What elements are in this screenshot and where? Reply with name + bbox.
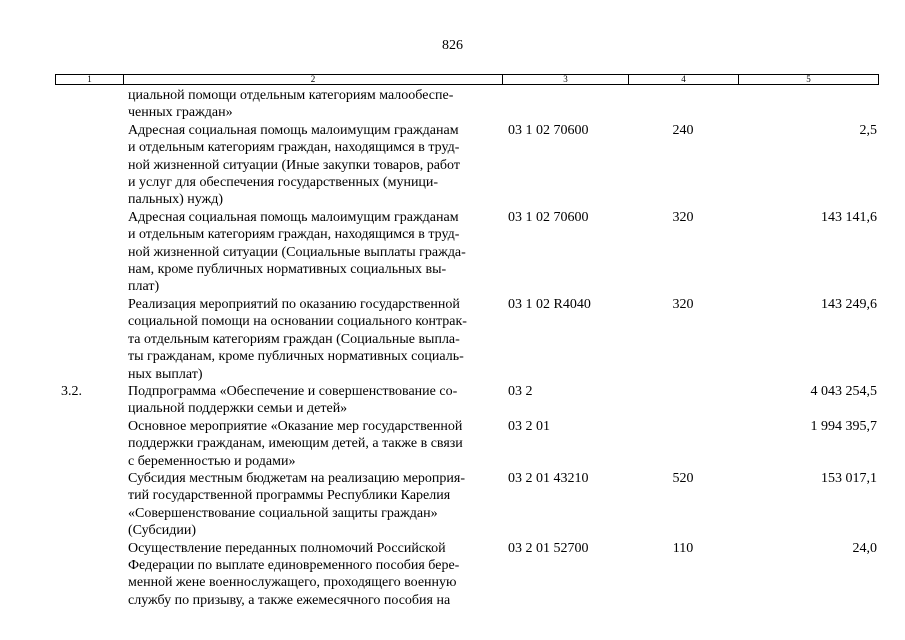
row-amount: 143 249,6 [821,296,877,312]
column-header-1: 1 [56,75,124,84]
row-description: Адресная социальная помощь малоимущим гражданам и отдельным категориям граждан, находящимся в труд- ной жизненной ситуации (Социальные выплаты гражда- нам, кроме публичных нормативных социальных вы- плат) [128,209,466,295]
row-description: Реализация мероприятий по оказанию государственной социальной помощи на основании социального контрак- та отдельным категориям граждан (Социальные выпла- ты гражданам, кроме публичных нормативных социаль- ных выплат) [128,296,467,382]
table-row [55,418,879,470]
row-target-code: 03 2 01 52700 [508,540,589,556]
row-target-code: 03 2 01 [508,418,550,434]
row-target-code: 03 1 02 70600 [508,122,589,138]
column-header-5: 5 [806,74,811,84]
table-row [55,209,879,296]
row-amount [738,87,879,122]
column-header-2: 2 [124,75,503,84]
row-target-code: 03 2 [508,383,533,399]
row-description: Адресная социальная помощь малоимущим гражданам и отдельным категориям граждан, находящимся в труд- ной жизненной ситуации (Иные закупки товаров, работ и услуг для обеспечения государственных (муници- пальных) нужд) [128,122,460,208]
row-number [55,418,123,470]
row-expense-type: 320 [672,209,694,225]
row-expense-type: 110 [672,540,694,556]
row-amount: 1 994 395,7 [810,418,877,434]
row-target-code: 03 1 02 R4040 [508,296,591,312]
row-number [55,209,123,296]
row-description: циальной помощи отдельным категориям малообеспе- ченных граждан» [128,88,454,121]
row-target-code [502,87,628,122]
row-number [55,122,123,209]
row-number [55,540,123,610]
table-row [55,470,879,540]
row-expense-type: 320 [672,296,694,312]
column-header-4: 4 [629,75,739,84]
row-number: 3.2. [61,383,82,399]
row-description: Осуществление переданных полномочий Российской Федерации по выплате единовременного пособия бере- менной жене военнослужащего, проходящего военную службу по призыву, а также ежемесячного пособия на [128,540,460,608]
row-expense-type [628,418,738,470]
row-expense-type: 520 [672,470,694,486]
row-amount: 153 017,1 [821,470,877,486]
row-number [55,296,123,383]
row-number [55,87,123,122]
row-amount: 4 043 254,5 [810,383,877,399]
row-description: Субсидия местным бюджетам на реализацию мероприя- тий государственной программы Республики Карелия «Совершенствование социальной защиты граждан» (Субсидии) [128,470,466,539]
row-expense-type [628,87,738,122]
row-amount: 2,5 [859,122,877,138]
row-target-code: 03 2 01 43210 [508,470,589,486]
row-number [55,470,123,540]
column-header-3: 3 [503,75,629,84]
row-description: Основное мероприятие «Оказание мер государственной поддержки гражданам, имеющим детей, а также в связи с беременностью и родами» [128,418,463,469]
budget-table-body [55,87,879,609]
table-row [55,296,879,383]
row-amount: 143 141,6 [821,209,877,225]
row-expense-type: 240 [672,122,694,138]
page-number: 826 [442,38,463,53]
table-row [55,540,879,610]
row-target-code: 03 1 02 70600 [508,209,589,225]
row-amount: 24,0 [852,540,877,556]
table-row [55,383,879,418]
row-description: Подпрограмма «Обеспечение и совершенствование со- циальной поддержки семьи и детей» [128,383,458,417]
table-row [55,87,879,122]
column-number-header [55,74,879,85]
row-expense-type [628,383,738,418]
table-row [55,122,879,209]
